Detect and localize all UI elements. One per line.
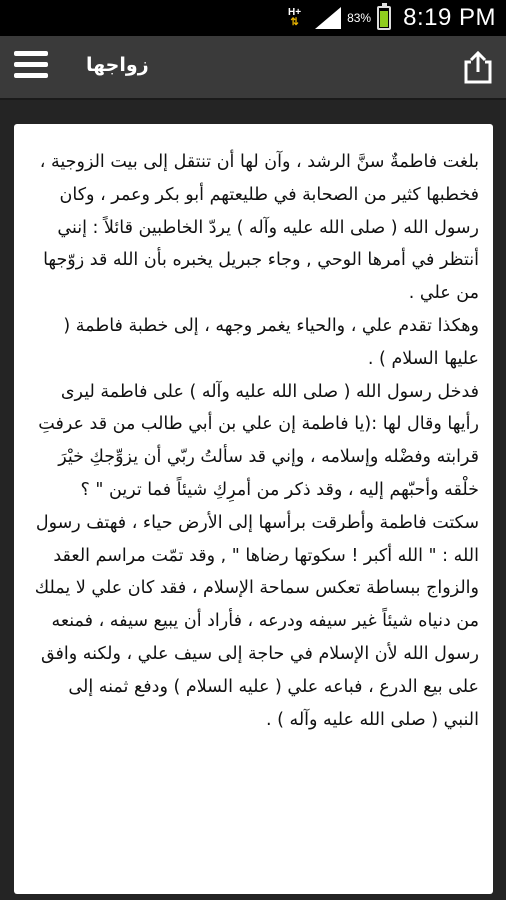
network-type-label: H+	[288, 7, 302, 18]
data-arrows-icon	[288, 8, 301, 28]
article-paragraph: فدخل رسول الله ( صلى الله عليه وآله ) على فاطمة ليرى رأيها وقال لها :(يا فاطمة إن علي بن أبي طالب من قد عرفتِ قرابته وفضْله وإسلامه ، وإني قد سألتُ ربّي أن يزوِّجكِ خيْرَ خلْقه وأحبّهم إليه ، وقد ذكر من أمرِكِ شيئاً فما ترين " ؟	[38, 381, 479, 500]
article-paragraph: بلغت فاطمةٌ سنَّ الرشد ، وآن لها أن تنتقل إلى بيت الزوجية ، فخطبها كثير من الصحابة في طليعتهم أبو بكر وعمر ، وكان رسول الله ( صلى الله عليه وآله ) يردّ الخاطبين قائلاً : إنني أنتظر في أمرها الوحي , وجاء جبريل يخبره بأن الله قد زوّجها من علي .	[39, 152, 479, 304]
share-icon[interactable]	[462, 50, 494, 84]
menu-line	[14, 73, 48, 78]
battery-percent: 83%	[347, 11, 372, 25]
article-paragraph: سكتت فاطمة وأطرقت برأسها إلى الأرض حياء ، فهتف رسول الله : " الله أكبر ! سكوتها رضاها " , وقد تمّت مراسم العقد والزواج ببساطة تعكس سماحة الإسلام ، فقد كان علي لا يملك من دنياه شيئاً غير سيفه ودرعه ، فأراد أن يبيع سيفه ، فمنعه رسول الله لأن الإسلام في حاجة إلى سيف علي ، ولكنه وافق على بيع الدرع ، فباعه علي ( عليه السلام ) ودفع ثمنه إلى النبي ( صلى الله عليه وآله ) .	[34, 512, 479, 730]
action-bar	[0, 36, 506, 100]
hamburger-menu-icon[interactable]	[14, 51, 48, 83]
status-icons	[288, 0, 496, 36]
article-paragraph: وهكذا تقدم علي ، والحياء يغمر وجهه ، إلى خطبة فاطمة ( عليها السلام ) .	[63, 315, 479, 369]
clock: 8:19 PM	[403, 4, 496, 31]
up-down-arrows-icon: ⇅	[290, 17, 299, 28]
status-bar	[0, 0, 506, 36]
page-title: زواجها	[86, 54, 149, 76]
menu-line	[14, 51, 48, 56]
article-card	[14, 124, 493, 894]
signal-icon	[315, 7, 341, 29]
battery-icon	[377, 6, 391, 30]
menu-line	[14, 62, 48, 67]
battery-level	[380, 11, 388, 27]
